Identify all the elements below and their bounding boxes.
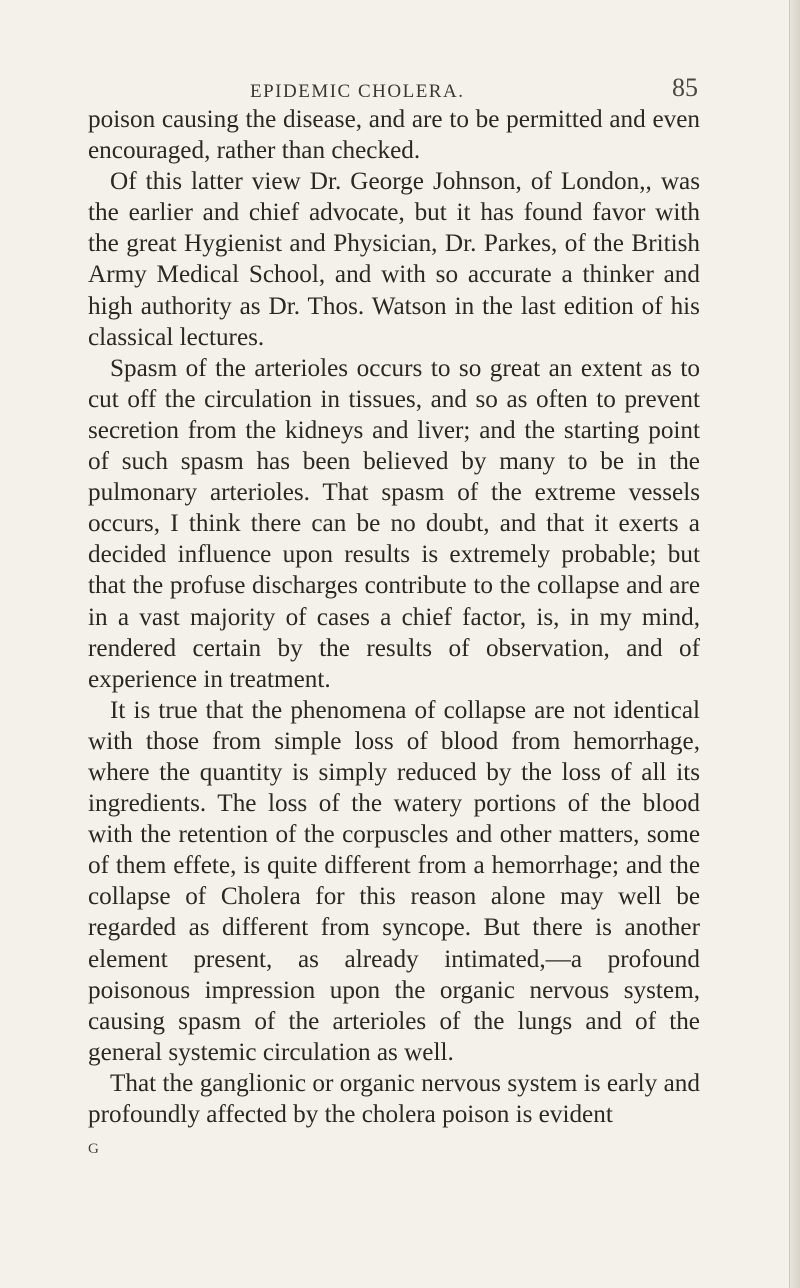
paragraph-4: It is true that the phenomena of collapse are not identical with those from simple loss of blood from hemorrhage, where the quantity is simply reduced by the loss of all its ingredients. The loss of the watery portions of the blood with the retention of the corpuscles and other matters, some of them effete, is quite different from a hemorrhage; and the collapse of Cholera for this reason alone may well be regarded as different from syncope. But there is another element present, as already intimated,—a profound poisonous impression upon the organic nervous system, causing spasm of the arterioles of the lungs and of the general systemic circulation as well. [88,696,700,1066]
signature-mark: G [88,1141,100,1157]
paragraph-3: Spasm of the arterioles occurs to so great an extent as to cut off the circulation in tissues, and so as often to prevent secretion from the kidneys and liver; and the starting point of such spasm has been believed by many to be in the pulmonary arterioles. That spasm of the extreme vessels occurs, I think there can be no doubt, and that it exerts a decided influence upon results is extremely probable; but that the profuse discharges contribute to the collapse and are in a vast majority of cases a chief factor, is, in my mind, rendered certain by the results of observation, and of experience in treatment. [88,354,700,693]
page-header [88,73,698,107]
page-number: 85 [672,73,698,102]
paragraph-5: That the ganglionic or organic nervous system is early and profoundly affected by the cholera poison is evident [88,1069,700,1128]
running-head: EPIDEMIC CHOLERA. [250,81,465,102]
paragraph-1: poison causing the disease, and are to be permitted and even encouraged, rather than checked. [88,106,700,165]
body-text [88,104,700,1130]
paragraph-2: Of this latter view Dr. George Johnson, of London,, was the earlier and chief advocate, but it has found favor with the great Hygienist and Physician, Dr. Parkes, of the British Army Medical School, and with so accurate a thinker and high authority as Dr. Thos. Watson in the last edition of his classical lectures. [88,168,700,351]
page-edge [789,0,800,1288]
